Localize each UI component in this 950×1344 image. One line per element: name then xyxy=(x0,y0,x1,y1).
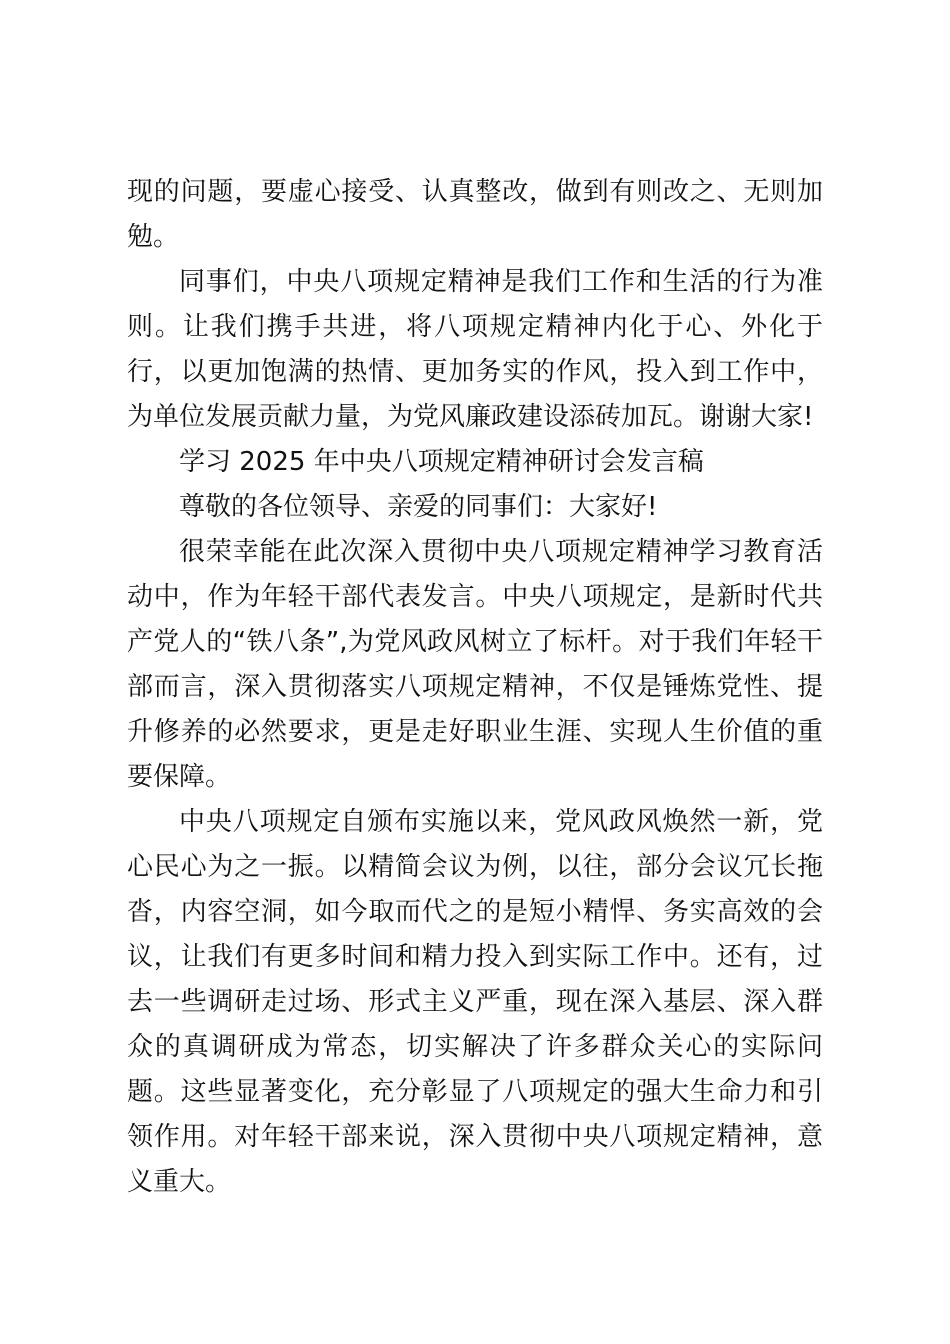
paragraph-continuation: 现的问题，要虚心接受、认真整改，做到有则改之、无则加勉。 xyxy=(127,177,823,252)
paragraph-closing-remarks: 同事们，中央八项规定精神是我们工作和生活的行为准则。让我们携手共进，将八项规定精神内化于心、外化于行，以更加饱满的热情、更加务实的作风，投入到工作中，为单位发展贡献力量，为党风廉政建设添砖加瓦。谢谢大家! xyxy=(127,267,823,432)
speech-title: 学习 2025 年中央八项规定精神研讨会发言稿 xyxy=(179,447,704,477)
document-body xyxy=(127,170,823,1205)
salutation: 尊敬的各位领导、亲爱的同事们：大家好! xyxy=(179,492,658,522)
paragraph-introduction: 很荣幸能在此次深入贯彻中央八项规定精神学习教育活动中，作为年轻干部代表发言。中央八项规定，是新时代共产党人的“铁八条”,为党风政风树立了标杆。对于我们年轻干部而言，深入贯彻落实八项规定精神，不仅是锤炼党性、提升修养的必然要求，更是走好职业生涯、实现人生价值的重要保障。 xyxy=(127,537,823,792)
paragraph-changes: 中央八项规定自颁布实施以来，党风政风焕然一新，党心民心为之一振。以精简会议为例，以往，部分会议冗长拖沓，内容空洞，如今取而代之的是短小精悍、务实高效的会议，让我们有更多时间和精力投入到实际工作中。还有，过去一些调研走过场、形式主义严重，现在深入基层、深入群众的真调研成为常态，切实解决了许多群众关心的实际问题。这些显著变化，充分彰显了八项规定的强大生命力和引领作用。对年轻干部来说，深入贯彻中央八项规定精神，意义重大。 xyxy=(127,807,823,1197)
